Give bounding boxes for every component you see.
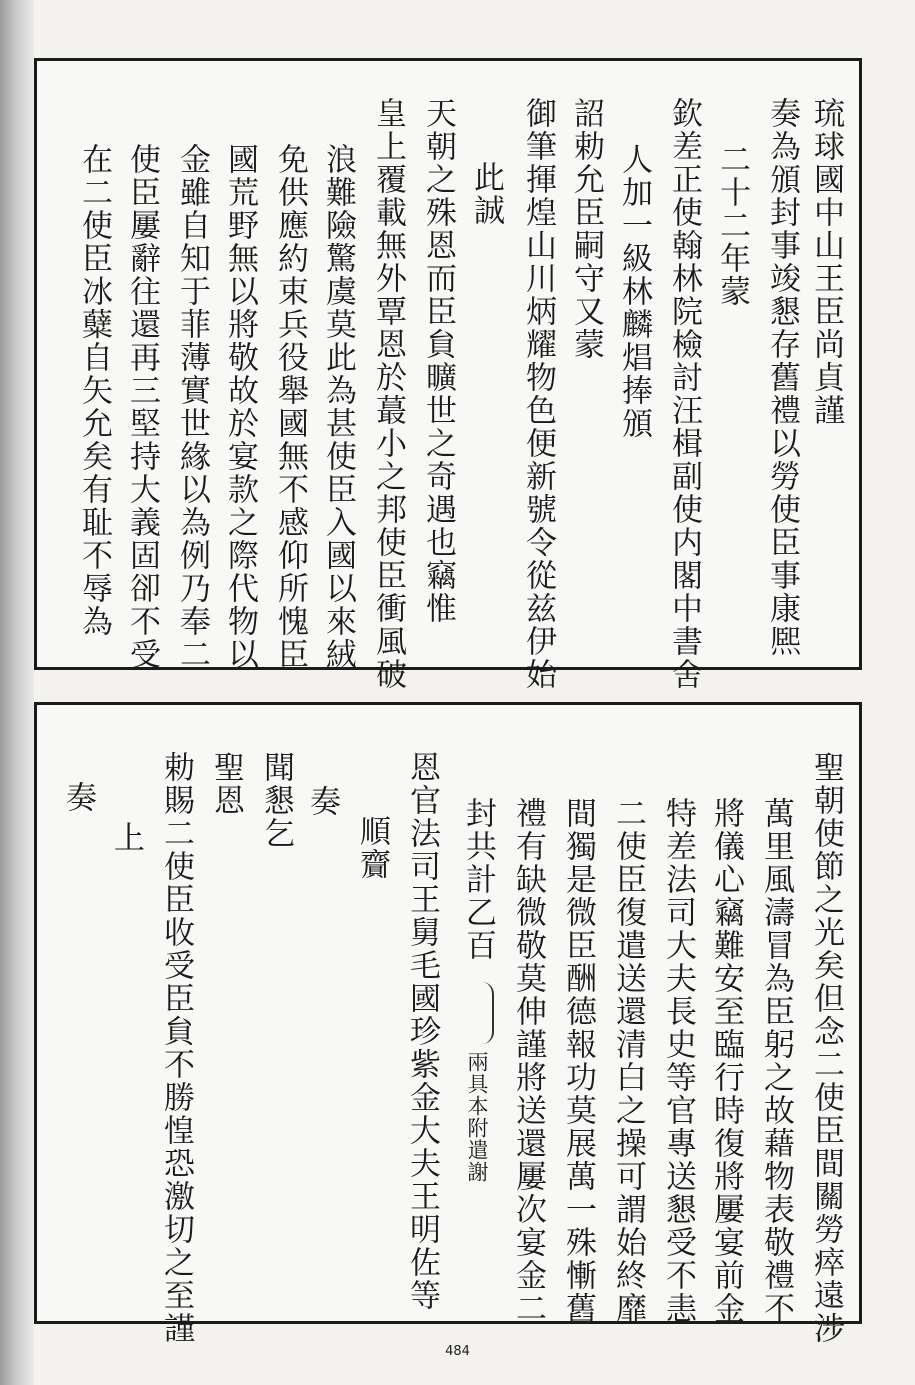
text-column: 聖朝使節之光矣但念二使臣間關勞瘁遠涉 (808, 751, 844, 1345)
text-column: 人加一級林麟焻捧頒 (616, 143, 652, 440)
annotation-bracket (478, 982, 494, 1044)
text-column: 奏 (304, 785, 340, 818)
text-column: 萬里風濤冒為臣躬之故藉物表敬禮不 (758, 797, 794, 1325)
text-column: 此誠 (468, 161, 504, 227)
bottom-text-panel (34, 702, 862, 1345)
page-number: 484 (445, 1344, 470, 1359)
text-column: 封共計乙百 (460, 797, 496, 962)
text-column: 詔勅允臣嗣守又蒙 (568, 97, 604, 361)
text-column: 恩官法司王舅毛國珍紫金大夫王明佐等 (404, 751, 440, 1312)
text-column: 皇上覆載無外覃恩於蕞小之邦使臣衝風破 (370, 97, 406, 691)
text-column: 勅賜二使臣收受臣貟不勝惶恐激切之至謹 (158, 751, 194, 1345)
text-column: 欽差正使翰林院檢討汪楫副使内閣中書舍 (666, 97, 702, 691)
text-column: 奏為頒封事竣懇存舊禮以勞使臣事康熈 (764, 97, 800, 658)
text-column: 使臣屢辭往還再三堅持大義固卻不受 (124, 143, 160, 671)
text-column: 特差法司大夫長史等官專送懇受不恚 (660, 797, 696, 1325)
text-column: 國荒野無以將敬故於宴款之際代物以 (222, 143, 258, 671)
text-column: 二使臣復遣送還清白之操可謂始終靡 (610, 797, 646, 1325)
text-column: 將儀心竊難安至臨行時復將屢宴前金 (708, 797, 744, 1325)
text-column: 順齎 (354, 815, 390, 881)
text-column: 二十二年蒙 (714, 143, 750, 308)
text-column: 奏 (60, 781, 96, 814)
text-column: 天朝之殊恩而臣貟曠世之奇遇也竊惟 (420, 97, 456, 625)
text-column: 禮有缺微敬莫伸謹將送還屢次宴金二 (510, 797, 546, 1325)
text-column: 免供應約束兵役舉國無不感仰所愧臣 (272, 143, 308, 671)
text-column: 上 (108, 821, 144, 854)
text-column: 金雖自知于菲薄實世緣以為例乃奉二 (174, 143, 210, 671)
top-text-panel (34, 58, 862, 691)
text-column: 聖恩 (208, 751, 244, 817)
book-gutter-shadow (0, 0, 34, 1385)
interlinear-note: 兩具本附遣謝 (465, 1051, 489, 1183)
text-column: 間獨是微臣酬德報功莫展萬一殊慚舊 (560, 797, 596, 1325)
text-column: 在二使臣冰糵自矢允矣有耻不辱為 (76, 143, 112, 638)
text-column: 聞懇乞 (258, 751, 294, 850)
text-column: 琉球國中山王臣尚貞謹 (808, 97, 844, 427)
text-column: 御筆揮煌山川炳耀物色便新號令從兹伊始 (520, 97, 556, 691)
text-column: 浪難險驚虞莫此為甚使臣入國以來絨 (320, 143, 356, 671)
